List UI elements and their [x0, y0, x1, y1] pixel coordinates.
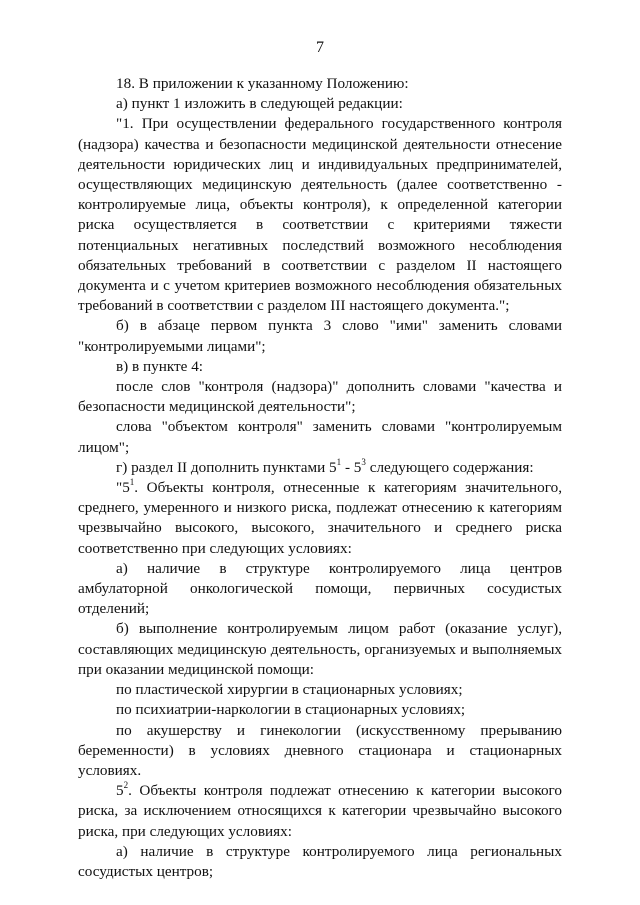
paragraph-after-words: после слов "контроля (надзора)" дополнить словами "качества и безопасности медицинской деятельности"; [78, 378, 562, 416]
paragraph-subitem-b: б) в абзаце первом пункта 3 слово "ими" заменить словами "контролируемыми лицами"; [78, 317, 562, 355]
paragraph-condition-a-vascular: а) наличие в структуре контролируемого лица региональных сосудистых центров; [78, 842, 562, 880]
paragraph-point-5-2-pre: 5 [116, 782, 124, 800]
paragraph-subitem-g-mid: - 5 [341, 458, 362, 476]
paragraph-point-5-1 [78, 478, 562, 559]
paragraph-subitem-g-pre: г) раздел II дополнить пунктами 5 [116, 458, 337, 476]
paragraph-subitem-v: в) в пункте 4: [116, 357, 204, 375]
superscript: 1 [129, 477, 135, 487]
paragraph-point-1-text: "1. При осуществлении федерального государственного контроля (надзора) качества и безопасности медицинской деятельности отнесение деятельности юридических лиц и индивидуальных предпринимателей, осуществляющих медицинскую деятельность (далее соответственно - контролируемые лица, объекты контроля), к определенной категории риска осуществляется в соответствии с критериями тяжести потенциальных негативных последствий возможного несоблюдения обязательных требований в соответствии с разделом II настоящего документа и с учетом критериев возможного несоблюдения обязательных требований в соответствии с разделом III настоящего документа."; [78, 115, 562, 315]
paragraph-point-5-2 [78, 781, 562, 842]
paragraph-condition-b: б) выполнение контролируемым лицом работ (оказание услуг), составляющих медицинскую деятельность, организуемых и выполняемых при оказании медицинской помощи: [78, 620, 562, 678]
superscript: 3 [361, 456, 366, 467]
paragraph-subitem-a: а) пункт 1 изложить в следующей редакции: [116, 95, 403, 113]
paragraph-psychiatry: по психиатрии-наркологии в стационарных условиях; [116, 701, 466, 719]
paragraph-plastic-surgery: по пластической хирургии в стационарных условиях; [116, 681, 463, 699]
paragraph-point-5-1-pre: "5 [116, 479, 130, 497]
paragraph-item-18: 18. В приложении к указанному Положению: [116, 75, 409, 92]
document-body [78, 74, 562, 882]
page-number: 7 [316, 39, 324, 56]
paragraph-replace-words: слова "объектом контроля" заменить словами "контролируемым лицом"; [78, 418, 562, 456]
paragraph-obstetrics: по акушерству и гинекологии (искусственному прерыванию беременности) в условиях дневного стационара и стационарных условиях. [78, 721, 562, 779]
paragraph-condition-a: а) наличие в структуре контролируемого лица центров амбулаторной онкологической помощи, первичных сосудистых отделений; [78, 559, 562, 618]
paragraph-subitem-g-post: следующего содержания: [365, 458, 534, 476]
paragraph-point-5-1-post: . Объекты контроля, отнесенные к категориям значительного, среднего, умеренного и низкого риска, подлежат отнесению к категориям чрезвычайно высокого, высокого, значительного и среднего риска соответственно при следующих условиях: [78, 479, 562, 557]
paragraph-subitem-g [78, 458, 562, 478]
superscript: 2 [123, 780, 129, 791]
superscript: 1 [336, 456, 342, 467]
paragraph-point-5-2-post: . Объекты контроля подлежат отнесению к категории высокого риска, за исключением относящихся к категории чрезвычайно высокого риска, при следующих условиях: [78, 782, 562, 840]
